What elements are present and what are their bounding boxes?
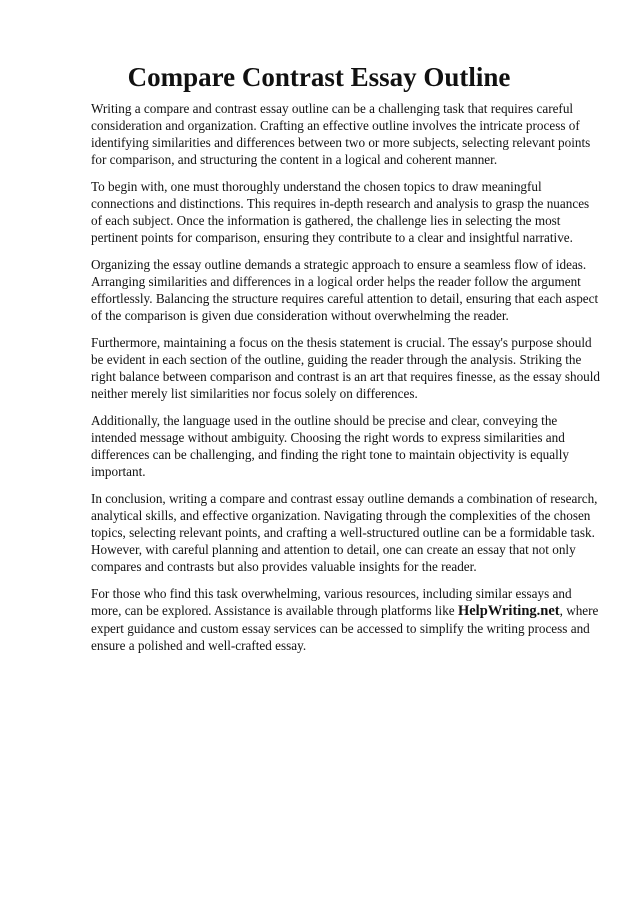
page-title: Compare Contrast Essay Outline — [127, 62, 511, 92]
paragraph-resources — [91, 585, 601, 654]
essay-body — [91, 100, 601, 664]
paragraph-understanding: To begin with, one must thoroughly understand the chosen topics to draw meaningful connections and distinctions. This requires in-depth research and analysis to grasp the nuances of each subject. Once the information is gathered, the challenge lies in selecting the most pertinent points for comparison, ensuring they contribute to a clear and insightful narrative. — [91, 179, 590, 245]
resources-text-after: , where expert guidance and custom essay services can be accessed to simplify the writing process and ensure a polished and well-crafted essay. — [91, 603, 599, 653]
helpwriting-link[interactable]: HelpWriting.net — [457, 603, 560, 619]
paragraph-intro: Writing a compare and contrast essay outline can be a challenging task that requires careful consideration and organization. Crafting an effective outline involves the intricate process of identifying similarities and differences between two or more subjects, selecting relevant points for comparison, and structuring the content in a logical and coherent manner. — [91, 101, 591, 167]
paragraph-language: Additionally, the language used in the outline should be precise and clear, conveying the intended message without ambiguity. Choosing the right words to express similarities and differences can be challenging, and finding the right tone to maintain objectivity is equally important. — [91, 413, 570, 479]
paragraph-thesis: Furthermore, maintaining a focus on the thesis statement is crucial. The essay's purpose should be evident in each section of the outline, guiding the reader through the analysis. Striking the right balance between comparison and contrast is an art that requires finesse, as the essay should neither merely list similarities nor focus solely on differences. — [91, 335, 601, 401]
paragraph-organizing: Organizing the essay outline demands a strategic approach to ensure a seamless flow of ideas. Arranging similarities and differences in a logical order helps the reader follow the argument effortlessly. Balancing the structure requires careful attention to detail, ensuring that each aspect of the comparison is given due consideration without overwhelming the reader. — [91, 257, 599, 323]
paragraph-conclusion: In conclusion, writing a compare and contrast essay outline demands a combination of research, analytical skills, and effective organization. Navigating through the complexities of the chosen topics, selecting relevant points, and crafting a well-structured outline can be a formidable task. However, with careful planning and attention to detail, one can create an essay that not only compares and contrasts but also provides valuable insights for the reader. — [91, 491, 598, 574]
resources-text-before: For those who find this task overwhelming, various resources, including similar essays and more, can be explored. Assistance is available through platforms like — [91, 586, 572, 618]
